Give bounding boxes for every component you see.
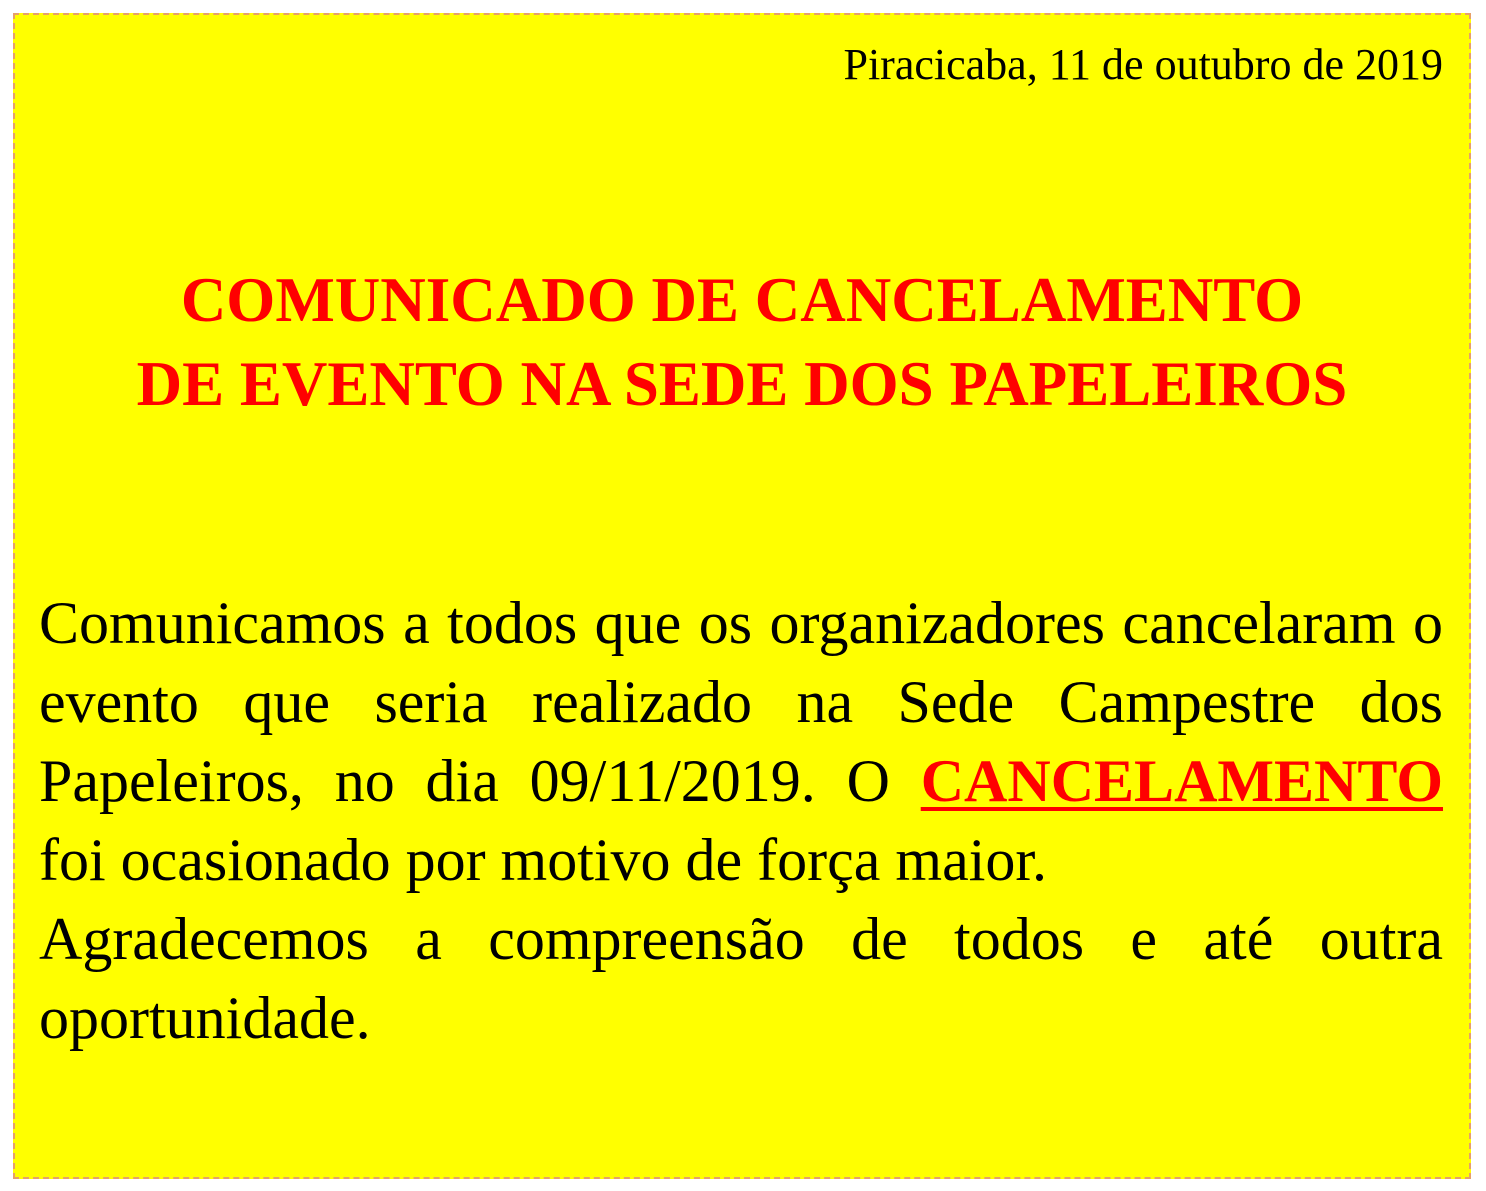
title-line-2: DE EVENTO NA SEDE DOS PAPELEIROS <box>136 349 1348 419</box>
paragraph-thanks: Agradecemos a compreensão de todos e até outra oportunidade. <box>39 906 1443 1051</box>
cancellation-emphasis: CANCELAMENTO <box>920 748 1443 814</box>
notice-title <box>35 258 1449 426</box>
paragraph-1-reason: foi ocasionado por motivo de força maior. <box>39 827 1048 893</box>
paragraph-cancellation <box>39 584 1443 900</box>
date-line: Piracicaba, 11 de outubro de 2019 <box>843 40 1443 89</box>
notice-card <box>13 13 1471 1179</box>
notice-body <box>39 584 1443 1058</box>
title-line-1: COMUNICADO DE CANCELAMENTO <box>180 265 1304 335</box>
paragraph-1-intro: Comunicamos a todos que os organizadores cancelaram o evento que seria realizado na Sede Campestre dos Papeleiros, no dia 09/11/2019. O <box>39 590 1443 814</box>
